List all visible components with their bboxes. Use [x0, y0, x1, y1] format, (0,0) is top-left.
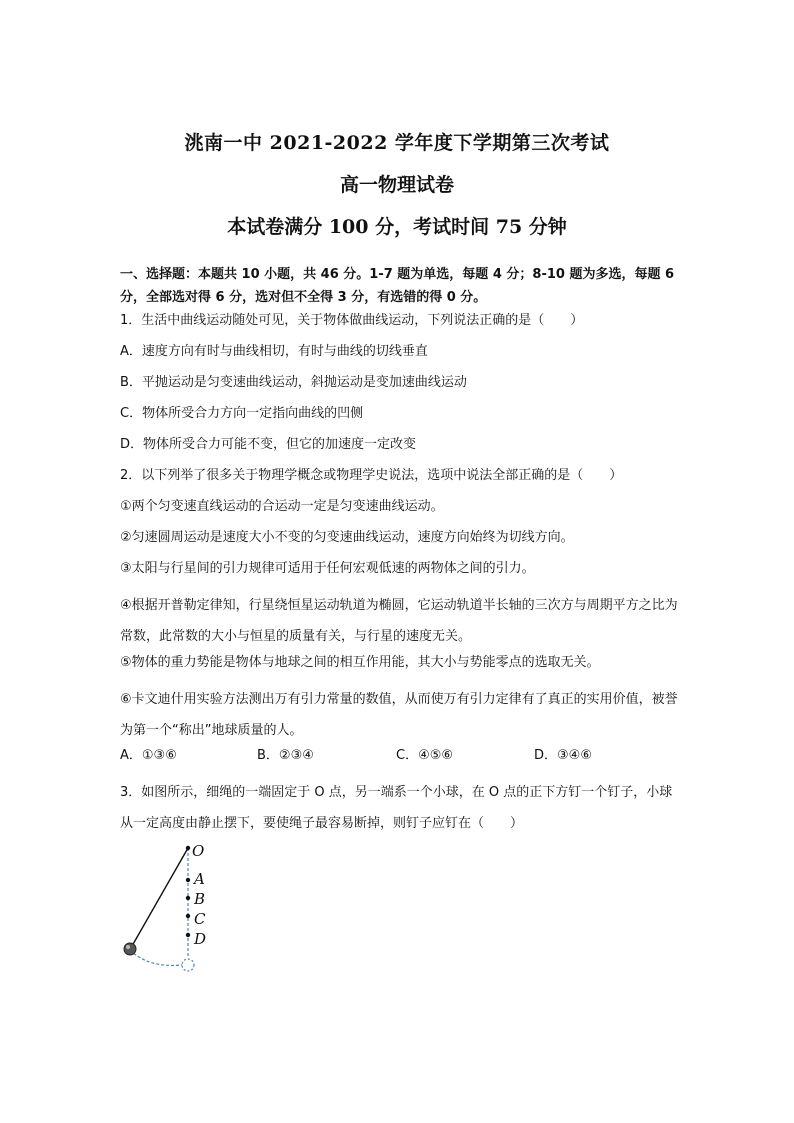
- exam-info: 本试卷满分 100 分，考试时间 75 分钟: [227, 216, 567, 238]
- point-c: [186, 914, 190, 918]
- q2-statement-2: ②匀速圆周运动是速度大小不变的匀变速曲线运动，速度方向始终为切线方向。: [120, 530, 574, 545]
- q2-option-d: D．③④⑥: [534, 748, 592, 763]
- q2-statement-3: ③太阳与行星间的引力规律可适用于任何宏观低速的两物体之间的引力。: [120, 561, 535, 576]
- label-c: C: [194, 910, 206, 928]
- label-b: B: [194, 890, 206, 908]
- q2-statement-5: ⑤物体的重力势能是物体与地球之间的相互作用能，其大小与势能零点的选取无关。: [120, 655, 600, 670]
- q2-statement-4: ④根据开普勒定律知，行星绕恒星运动轨道为椭圆，它运动轨道半长轴的三次方与周期平方之比为常数，此常数的大小与恒星的质量有关，与行星的速度无关。: [120, 598, 678, 644]
- q1-option-b: B．平抛运动是匀变速曲线运动，斜抛运动是变加速曲线运动: [120, 375, 467, 390]
- q3-stem: 3．如图所示，细绳的一端固定于 O 点，另一端系一个小球，在 O 点的正下方钉一个钉子，小球从一定高度由静止摆下，要使绳子最容易断掉，则钉子应钉在（ ）: [120, 785, 673, 831]
- q2-option-b: B．②③④: [257, 748, 314, 763]
- q1-option-a: A．速度方向有时与曲线相切，有时与曲线的切线垂直: [120, 344, 428, 359]
- section-heading: 一、选择题：本题共 10 小题，共 46 分。1-7 题为单选，每题 4 分；8-10 题为多选，每题 6 分，全部选对得 6 分，选对但不全得 3 分，有选错的得 0 分。: [120, 267, 675, 305]
- q2-stem: 2．以下列举了很多关于物理学概念或物理学史说法，选项中说法全部正确的是（ ）: [120, 468, 623, 483]
- q1-option-d: D．物体所受合力可能不变，但它的加速度一定改变: [120, 437, 417, 452]
- q1-stem: 1．生活中曲线运动随处可见，关于物体做曲线运动，下列说法正确的是（ ）: [120, 313, 584, 328]
- label-o: O: [192, 842, 205, 860]
- exam-title: 洮南一中 2021-2022 学年度下学期第三次考试: [184, 132, 610, 154]
- q2-statement-1: ①两个匀变速直线运动的合运动一定是匀变速曲线运动。: [120, 499, 444, 514]
- label-a: A: [194, 870, 205, 888]
- string: [132, 848, 188, 946]
- ball: [124, 943, 136, 955]
- swing-path: [130, 950, 182, 965]
- pendulum-figure: [118, 838, 218, 978]
- q2-statement-6: ⑥卡文迪什用实验方法测出万有引力常量的数值，从而使万有引力定律有了真正的实用价值，被誉为第一个“称出”地球质量的人。: [120, 692, 678, 738]
- point-d: [186, 933, 190, 937]
- point-b: [186, 896, 190, 900]
- point-o: [186, 846, 190, 850]
- ball-highlight: [126, 945, 130, 949]
- q2-option-a: A．①③⑥: [120, 748, 177, 763]
- point-a: [186, 878, 190, 882]
- label-d: D: [194, 930, 207, 948]
- bottom-position: [182, 959, 194, 971]
- q1-option-c: C．物体所受合力方向一定指向曲线的凹侧: [120, 406, 364, 421]
- exam-subtitle: 高一物理试卷: [339, 174, 454, 196]
- q2-option-c: C．④⑤⑥: [396, 748, 454, 763]
